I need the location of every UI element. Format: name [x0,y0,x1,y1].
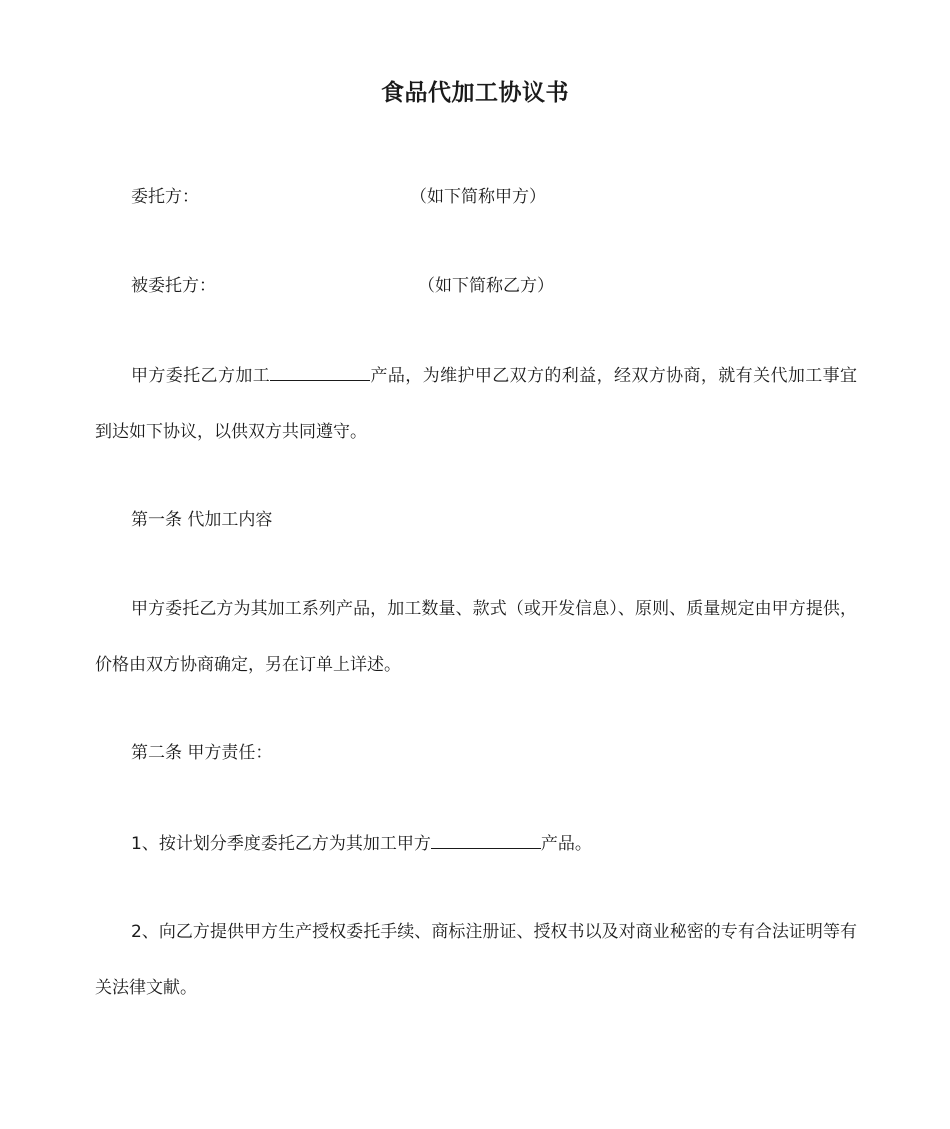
party-a-line [131,184,546,210]
article2-heading: 第二条 甲方责任： [131,743,273,763]
party-b-line [131,273,554,299]
item1-text-after: 产品。 [540,834,592,854]
intro-paragraph [95,348,857,460]
article2-item1 [95,830,857,857]
intro-text-after: 产品，为维护甲乙双方的利益，经双方协商，就有关代加工事宜到达如下协议，以供双方共同遵守。 [95,366,858,442]
party-b-label: 被委托方： [131,276,216,296]
party-a-label: 委托方： [131,187,199,207]
article1-body: 甲方委托乙方为其加工系列产品，加工数量、款式（或开发信息）、原则、质量规定由甲方提供，价格由双方协商确定，另在订单上详述。 [95,599,857,675]
document-title: 食品代加工协议书 [381,80,569,106]
party-a-note: （如下简称甲方） [410,187,546,207]
product-name-blank [270,362,370,381]
item1-product-blank [431,830,541,849]
party-b-note: （如下简称乙方） [418,276,554,296]
article2-item2: 2、向乙方提供甲方生产授权委托手续、商标注册证、授权书以及对商业秘密的专有合法证明等有关法律文献。 [95,922,857,998]
intro-text-before: 甲方委托乙方加工 [131,366,271,386]
item1-text-before: 1、按计划分季度委托乙方为其加工甲方 [131,834,431,854]
article1-heading: 第一条 代加工内容 [131,510,273,530]
